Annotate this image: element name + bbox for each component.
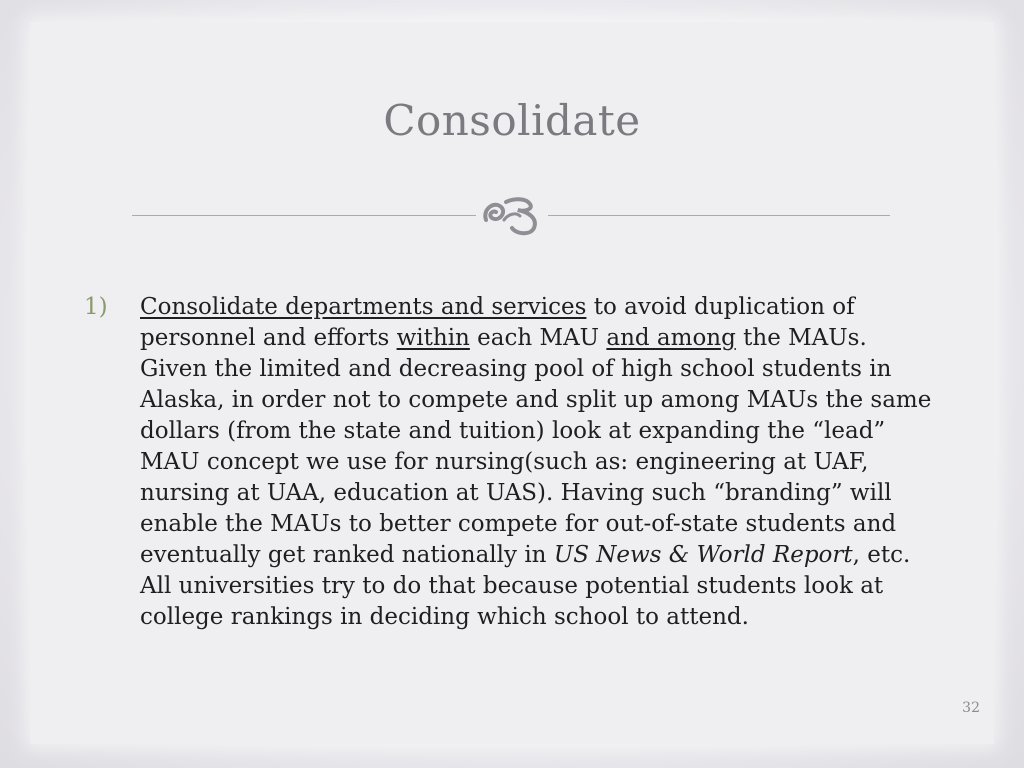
body-text-segment: , etc. All universities try to do that because potential students look at college rankings in deciding which school to attend. [140,542,911,630]
underlined-text-within: within [396,325,470,351]
list-item [140,292,940,633]
body-text-segment: to avoid duplication of personnel and efforts [140,294,855,351]
underlined-text-consolidate-departments: Consolidate departments and services [140,294,587,320]
title-divider-right [548,215,890,216]
body-text-segment: the MAUs. Given the limited and decreasing pool of high school students in Alaska, in order not to compete and split up among MAUs the same dollars (from the state and tuition) look at expanding the “lead” MAU concept we use for nursing(such as: engineering at UAF, nursing at UAA, education at UAS). Having such “branding” will enable the MAUs to better compete for out-of-state students and eventually get ranked nationally in [140,325,932,568]
underlined-text-and-among: and among [606,325,736,351]
list-number: 1) [84,294,108,320]
italic-publication-name: US News & World Report [553,542,853,568]
body-text-segment: each MAU [469,325,607,351]
page-number: 32 [962,700,980,716]
slide-title: Consolidate [383,96,641,145]
scroll-flourish-icon [476,190,548,238]
title-divider-left [132,215,476,216]
